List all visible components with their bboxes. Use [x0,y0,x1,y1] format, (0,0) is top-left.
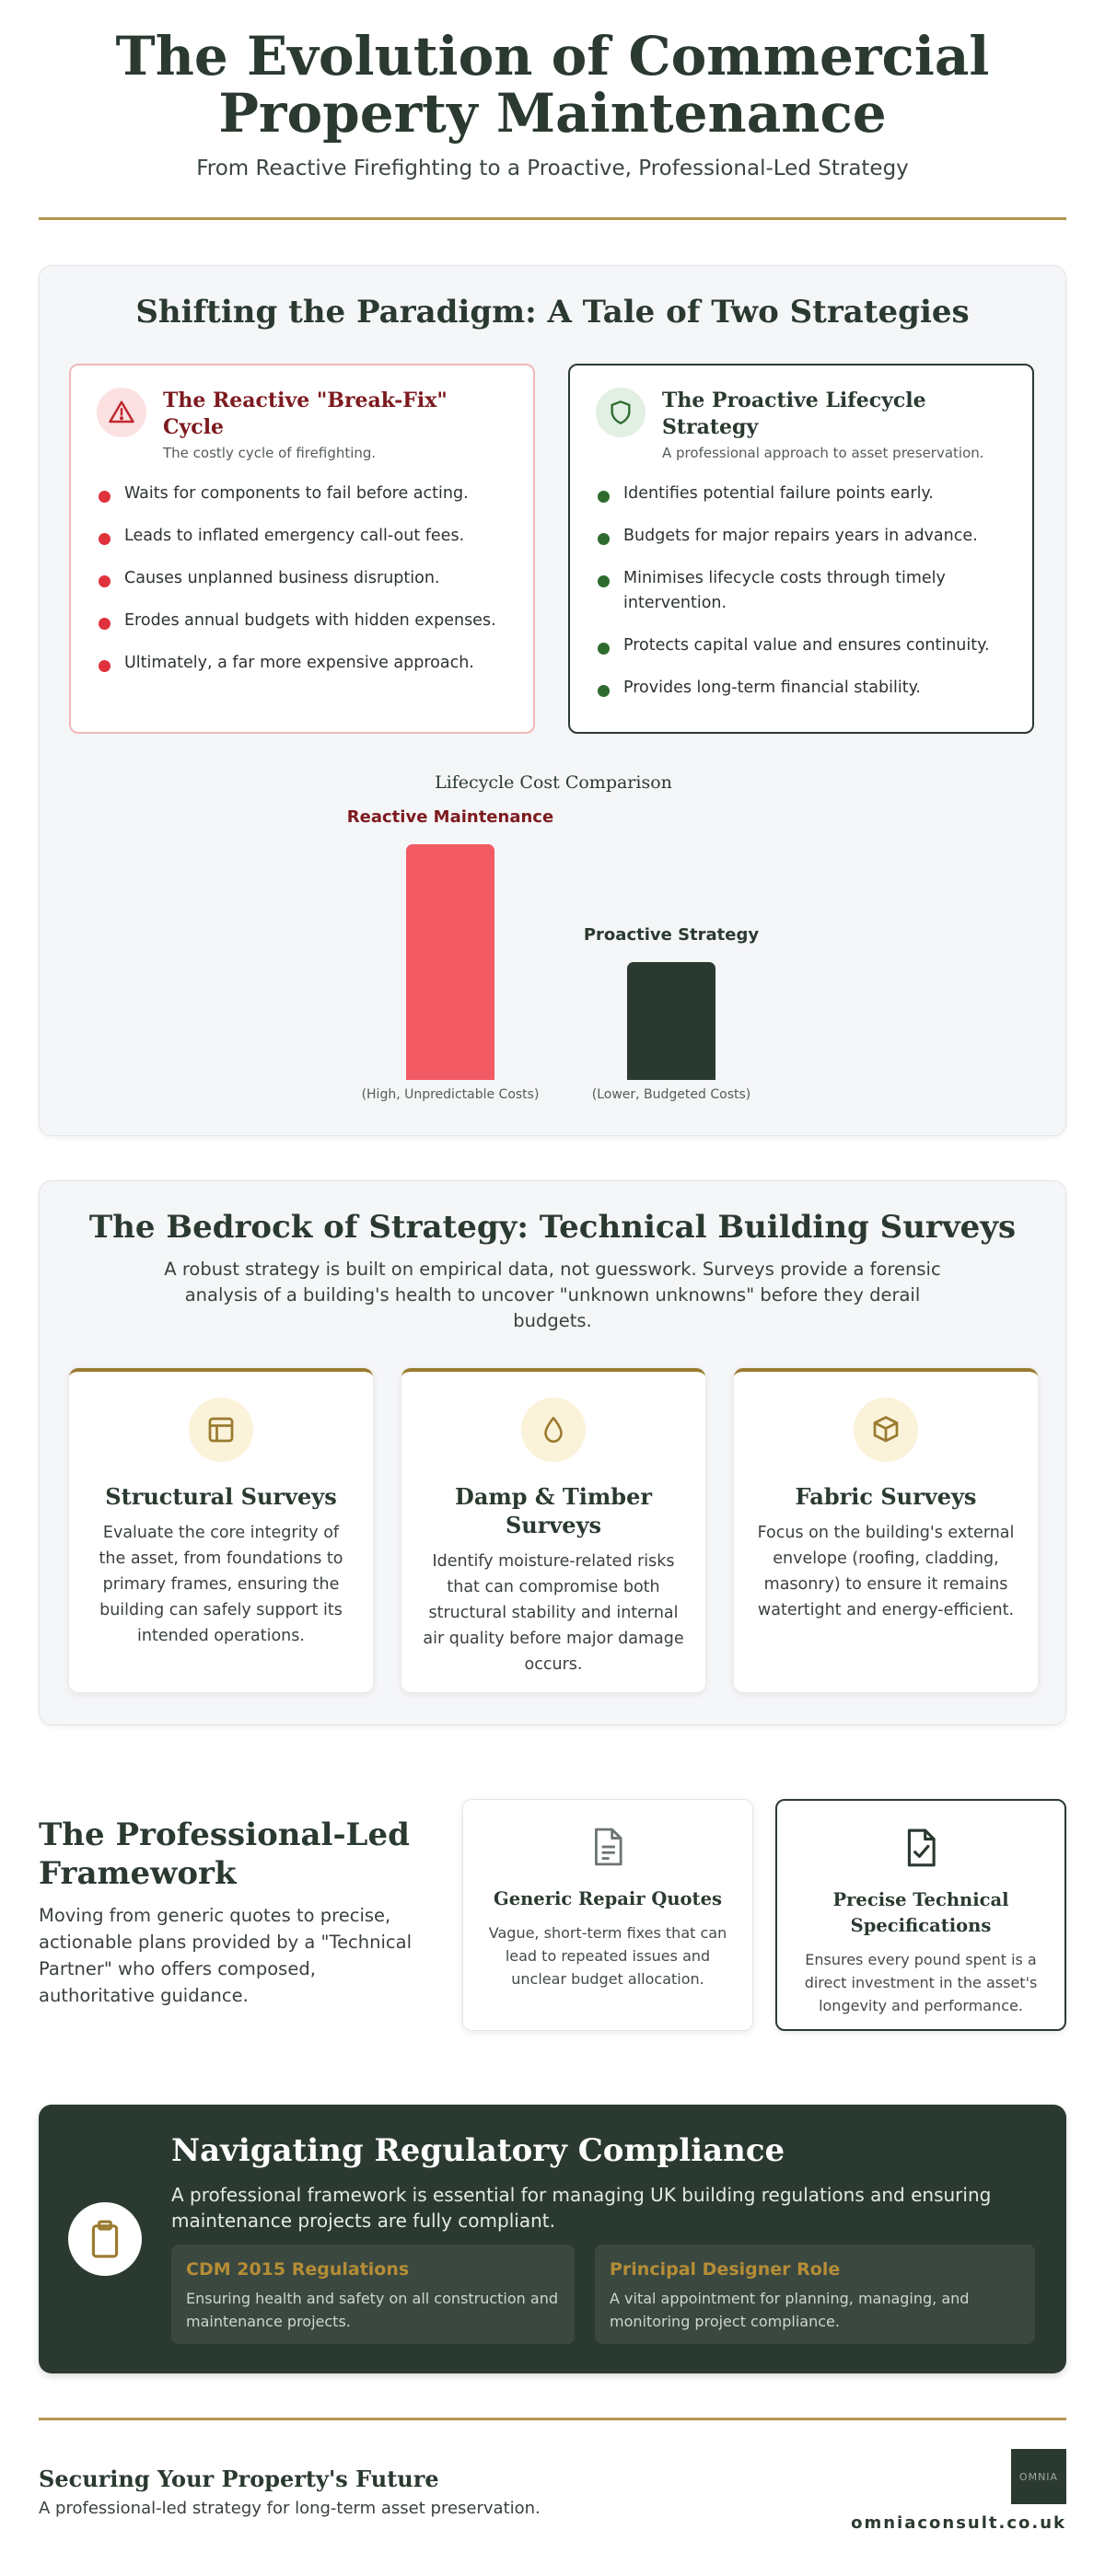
paradigm-section [39,265,1066,1136]
list-item: Identifies potential failure points early. [596,482,1006,506]
list-item: Waits for components to fail before acting. [97,482,507,506]
generic-quotes-card [462,1799,753,2031]
survey-text: Identify moisture-related risks that can compromise both structural stability and internal air quality before major damage occurs. [423,1552,684,1674]
footer-divider [39,2418,1066,2420]
clipboard-icon [68,2202,142,2276]
proactive-card-title: The Proactive Lifecycle Strategy [662,389,926,439]
framework-text: Moving from generic quotes to precise, actionable plans provided by a "Technical Partner" who offers composed, authoritative guidance. [39,1905,413,2006]
bar-label: Reactive Maintenance [346,807,554,827]
cdm-regulations-text: Ensuring health and safety on all construction and maintenance projects. [186,2290,558,2330]
precise-specs-title: Precise Technical Specifications [832,1889,1009,1936]
compliance-section [39,2105,1066,2373]
footer-title: Securing Your Property's Future [39,2466,439,2492]
list-item: Protects capital value and ensures continuity. [596,633,1006,658]
bar [406,844,494,1080]
proactive-card-subtitle: A professional approach to asset preservation. [662,445,984,461]
droplet-icon [521,1398,586,1462]
list-item: Provides long-term financial stability. [596,676,1006,701]
cdm-regulations-box [171,2245,575,2344]
structural-survey-card [69,1368,373,1692]
surveys-intro: A robust strategy is built on empirical data, not guesswork. Surveys provide a forensic analysis of a building's health to uncover "unknown unknowns" before they derail budgets. [164,1259,941,1331]
principal-designer-box [595,2245,1035,2344]
company-logo [1011,2449,1066,2504]
list-item: Causes unplanned business disruption. [97,566,507,591]
survey-title: Fabric Surveys [795,1483,977,1510]
paradigm-title: Shifting the Paradigm: A Tale of Two Strategies [135,294,970,331]
shield-icon [596,388,646,437]
page-header [39,25,1066,180]
reactive-card-subtitle: The costly cycle of firefighting. [163,445,377,461]
document-check-icon [797,1823,1044,1873]
logo-text: OMNIA [1018,2470,1059,2483]
precise-specs-card [775,1799,1066,2031]
bar-note: (High, Unpredictable Costs) [361,1087,540,1102]
footer-subtitle: A professional-led strategy for long-term asset preservation. [39,2499,541,2518]
survey-text: Evaluate the core integrity of the asset, from foundations to primary frames, ensuring the building can safely support its intended operations. [99,1524,343,1645]
survey-text: Focus on the building's external envelope (roofing, cladding, masonry) to ensure it remains watertight and energy-efficient. [757,1524,1015,1619]
list-item: Budgets for major repairs years in advance. [596,524,1006,549]
proactive-card [568,364,1034,734]
reactive-list [97,482,507,676]
bar-note: (Lower, Budgeted Costs) [591,1087,751,1102]
compliance-title: Navigating Regulatory Compliance [171,2132,785,2169]
damp-timber-survey-card [401,1368,705,1692]
box-icon [854,1398,918,1462]
bar-label: Proactive Strategy [583,925,760,945]
compliance-text: A professional framework is essential for managing UK building regulations and ensuring maintenance projects are fully compliant. [171,2184,992,2232]
fabric-survey-card [734,1368,1038,1692]
survey-title: Structural Surveys [105,1483,337,1510]
page-subtitle: From Reactive Firefighting to a Proactive, Professional-Led Strategy [196,157,909,180]
list-item: Erodes annual budgets with hidden expenses. [97,609,507,633]
document-icon [483,1822,732,1872]
surveys-title: The Bedrock of Strategy: Technical Building Surveys [88,1209,1017,1246]
precise-specs-text: Ensures every pound spent is a direct investment in the asset's longevity and performance. [804,1951,1038,2014]
page-title: The Evolution of Commercial Property Maintenance [115,25,990,145]
structure-frame-icon [189,1398,253,1462]
warning-triangle-icon [97,388,146,437]
proactive-list [596,482,1006,701]
cdm-regulations-title: CDM 2015 Regulations [186,2259,410,2280]
list-item: Minimises lifecycle costs through timely intervention. [596,566,1006,616]
header-divider [39,217,1066,220]
principal-designer-text: A vital appointment for planning, managing, and monitoring project compliance. [610,2290,970,2330]
chart-title: Lifecycle Cost Comparison [435,772,672,793]
list-item: Ultimately, a far more expensive approach. [97,651,507,676]
generic-quotes-text: Vague, short-term fixes that can lead to repeated issues and unclear budget allocation. [488,1924,727,1988]
surveys-section [39,1180,1066,1725]
framework-title: The Professional-Led Framework [39,1816,410,1892]
generic-quotes-title: Generic Repair Quotes [494,1888,722,1909]
footer-url: omniaconsult.co.uk [851,2513,1066,2533]
principal-designer-title: Principal Designer Role [610,2259,841,2280]
reactive-card [69,364,535,734]
list-item: Leads to inflated emergency call-out fees. [97,524,507,549]
bar [627,962,715,1080]
survey-title: Damp & Timber Surveys [455,1483,652,1538]
reactive-card-title: The Reactive "Break-Fix" Cycle [163,389,448,439]
